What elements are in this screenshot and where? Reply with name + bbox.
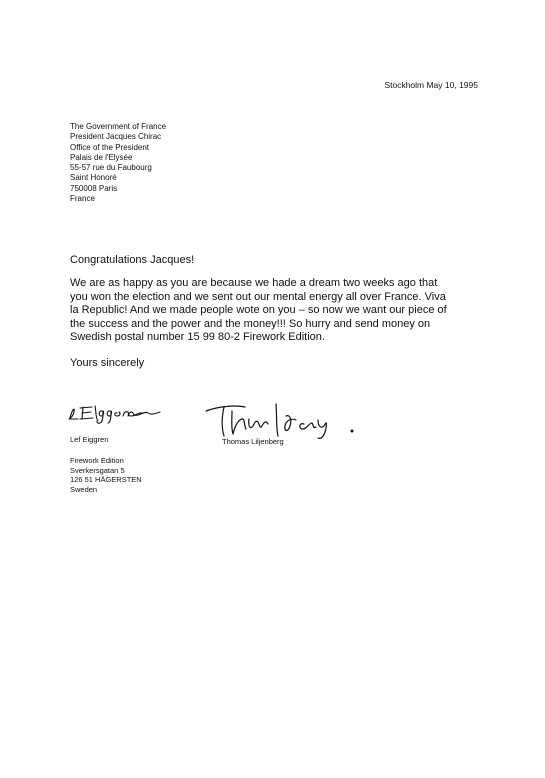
sender-line: 126 51 HÄGERSTEN: [70, 475, 142, 485]
recipient-line: Office of the President: [70, 142, 150, 152]
recipient-line: The Government of France: [70, 122, 167, 131]
body-line: Swedish postal number 15 99 80-2 Firework Edition.: [70, 331, 325, 344]
signature-left: [66, 398, 170, 426]
recipient-line: President Jacques Chirac: [70, 132, 162, 142]
sender-line: Firework Edition: [70, 456, 124, 465]
recipient-line: 55-57 rue du Faubourg: [70, 163, 152, 173]
recipient-line: Palais de l'Elysée: [70, 152, 133, 162]
recipient-address: [70, 122, 166, 204]
signer-name-right: Thomas Liljenberg: [222, 437, 284, 446]
letter-date: Stockholm May 10, 1995: [384, 80, 478, 90]
letter-greeting: Congratulations Jacques!: [70, 254, 195, 266]
signature-right: [200, 396, 370, 442]
recipient-line: 750008 Paris: [70, 183, 118, 193]
sender-address: [70, 456, 142, 494]
sender-line: Sverkersgatan 5: [70, 465, 125, 475]
recipient-line: Saint Honoré: [70, 173, 117, 183]
recipient-line: France: [70, 194, 95, 204]
body-line: you won the election and we sent out our mental energy all over France. Viva: [70, 290, 446, 303]
letter-closing: Yours sincerely: [70, 357, 145, 369]
body-line: We are as happy as you are because we hade a dream two weeks ago that: [70, 277, 438, 289]
letter-body: [70, 277, 490, 345]
sender-line: Sweden: [70, 484, 98, 494]
signer-name-left: Lef Eiggren: [70, 435, 109, 444]
body-line: the success and the power and the money!!! So hurry and send money on: [70, 317, 431, 330]
body-line: la Republic! And we made people wote on you – so now we want our piece of: [70, 304, 447, 317]
